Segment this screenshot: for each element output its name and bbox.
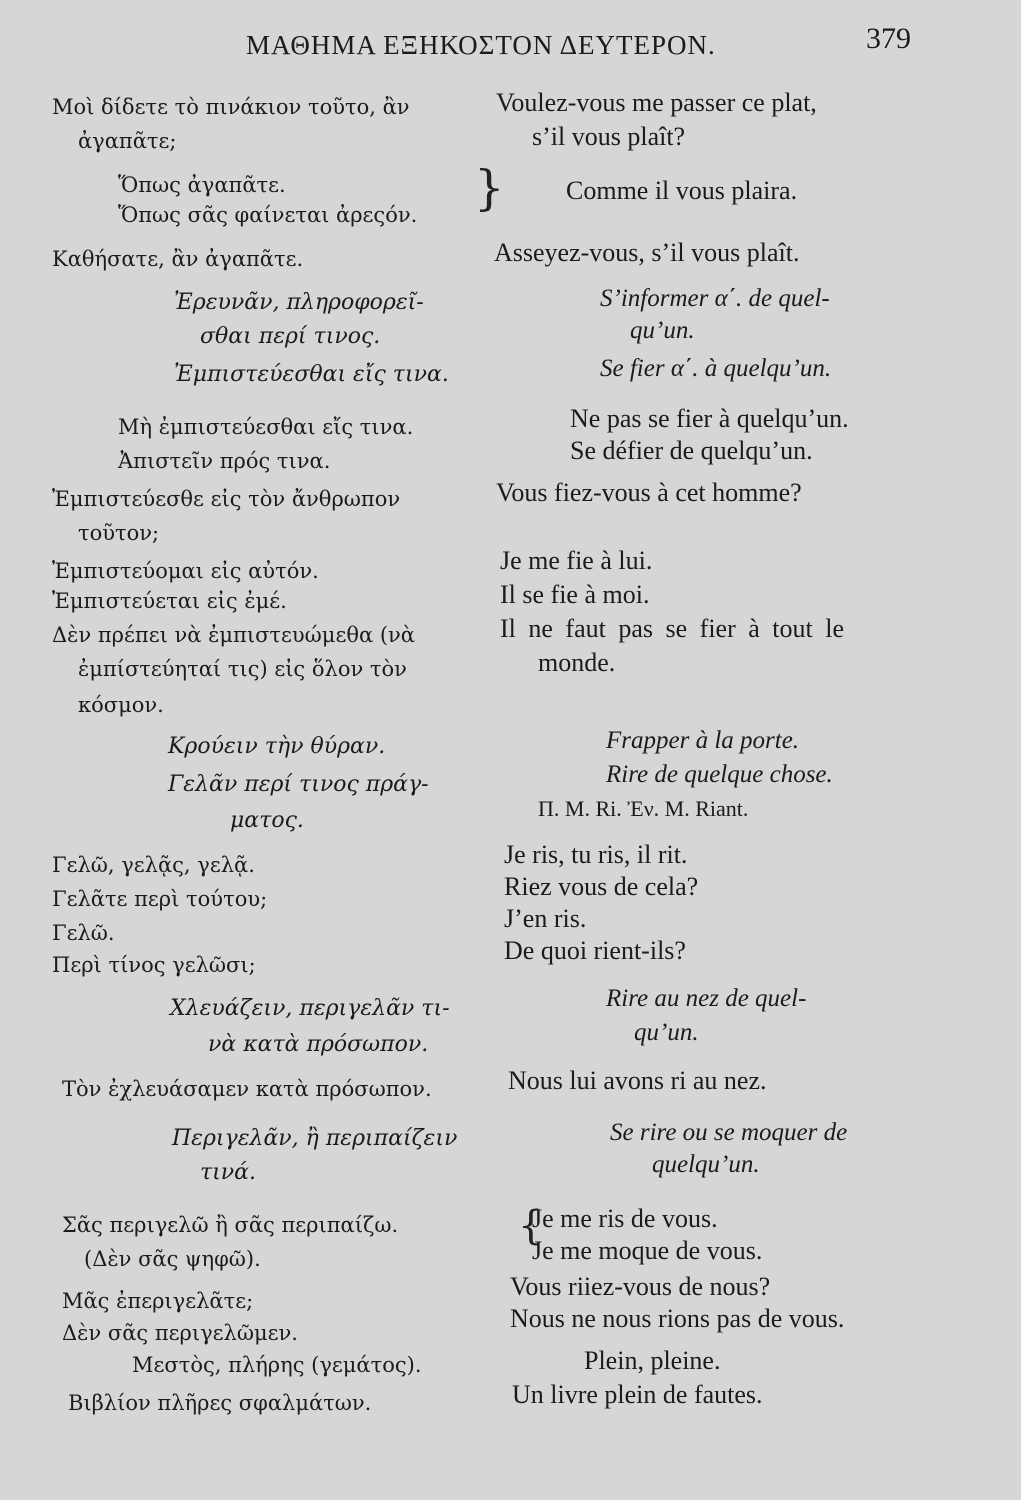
page-number: 379 xyxy=(866,22,911,55)
french-line: J’en ris. xyxy=(504,904,587,933)
french-line: Ne pas se fier à quelqu’un. xyxy=(570,404,849,433)
french-line-italic: S’informer α΄. de quel- xyxy=(600,285,830,312)
greek-line: Βιβλίον πλῆρες σφαλμάτων. xyxy=(68,1391,372,1415)
greek-line: Ἐμπιστεύεσθε εἰς τὸν ἄνθρωπον xyxy=(52,487,401,511)
greek-line-italic: ματος. xyxy=(230,808,304,833)
french-line: Je me moque de vous. xyxy=(532,1236,763,1265)
greek-line: ἐμπίστεύηταί τις) εἰς ὅλον τὸν xyxy=(78,657,407,681)
greek-line: κόσμον. xyxy=(78,693,164,717)
french-line: Vous riiez-vous de nous? xyxy=(510,1272,771,1301)
greek-line: Γελᾶτε περὶ τούτου; xyxy=(52,887,268,911)
greek-line: Περὶ τίνος γελῶσι; xyxy=(52,953,256,977)
greek-line-italic: νὰ κατὰ πρόσωπον. xyxy=(208,1032,429,1057)
greek-line: (Δὲν σᾶς ψηφῶ). xyxy=(84,1247,261,1271)
greek-line-italic: τινά. xyxy=(200,1160,257,1185)
french-line-italic: Frapper à la porte. xyxy=(606,727,800,754)
greek-line: Ἀπιστεῖν πρός τινα. xyxy=(118,449,331,473)
french-line: Je me ris de vous. xyxy=(532,1204,718,1233)
french-line-italic: Se rire ou se moquer de xyxy=(610,1119,848,1146)
french-line: Nous lui avons ri au nez. xyxy=(508,1066,767,1095)
greek-line: Μᾶς ἐπεριγελᾶτε; xyxy=(62,1289,254,1313)
greek-line: τοῦτον; xyxy=(78,521,160,545)
french-line: De quoi rient-ils? xyxy=(504,936,686,965)
greek-line: Καθήσατε, ἂν ἀγαπᾶτε. xyxy=(52,247,304,271)
french-line: Il se fie à moi. xyxy=(500,580,650,609)
running-header: ΜΑΘΗΜΑ ΕΞΗΚΟΣΤΟΝ ΔΕΥΤΕΡΟΝ. xyxy=(246,30,716,60)
french-line: Nous ne nous rions pas de vous. xyxy=(510,1304,845,1333)
french-line: Il ne faut pas se fier à tout le xyxy=(500,614,844,643)
french-line: Asseyez-vous, s’il vous plaît. xyxy=(494,238,800,267)
french-line-italic: Se fier α΄. à quelqu’un. xyxy=(600,355,832,382)
greek-line: Τὸν ἐχλευάσαμεν κατὰ πρόσωπον. xyxy=(62,1077,432,1101)
greek-line: Μὴ ἐμπιστεύεσθαι εἴς τινα. xyxy=(118,415,414,439)
greek-line-italic: Περιγελᾶν, ἢ περιπαίζειν xyxy=(172,1126,458,1151)
greek-line-italic: Γελᾶν περί τινος πράγ- xyxy=(168,772,429,797)
greek-line: ἀγαπᾶτε; xyxy=(78,129,177,153)
greek-line: Δὲν σᾶς περιγελῶμεν. xyxy=(62,1321,298,1345)
french-line: Riez vous de cela? xyxy=(504,872,699,901)
french-line-italic: Rire de quelque chose. xyxy=(606,761,833,788)
french-line: monde. xyxy=(538,648,616,677)
greek-line: Ἐμπιστεύεται εἰς ἐμέ. xyxy=(52,589,287,613)
greek-line: Μεστὸς, πλήρης (γεμάτος). xyxy=(132,1353,422,1377)
french-line: Plein, pleine. xyxy=(584,1346,721,1375)
french-line: Voulez-vous me passer ce plat, xyxy=(496,88,817,117)
brace-symbol: } xyxy=(474,160,505,216)
greek-line-italic: Ἐρευνᾶν, πληροφορεῖ- xyxy=(174,290,424,315)
french-line: Comme il vous plaira. xyxy=(566,176,798,205)
french-line-italic: quelqu’un. xyxy=(652,1151,760,1178)
french-line-italic: qu’un. xyxy=(634,1019,699,1046)
greek-line: Γελῶ, γελᾷς, γελᾷ. xyxy=(52,853,255,877)
brace-symbol: { xyxy=(518,1203,544,1249)
french-line: Vous fiez-vous à cet homme? xyxy=(496,478,802,507)
greek-line: Μοὶ δίδετε τὸ πινάκιον τοῦτο, ἂν xyxy=(52,95,410,119)
french-line: Je ris, tu ris, il rit. xyxy=(504,840,688,869)
greek-line: Ἐμπιστεύομαι εἰς αὐτόν. xyxy=(52,559,319,583)
greek-line: Ὅπως σᾶς φαίνεται ἀρεςόν. xyxy=(118,203,418,227)
greek-line: Δὲν πρέπει νὰ ἐμπιστευώμεθα (νὰ xyxy=(52,623,415,647)
french-line: Je me fie à lui. xyxy=(500,546,653,575)
french-line-italic: qu’un. xyxy=(630,317,695,344)
greek-line-italic: Κρούειν τὴν θύραν. xyxy=(168,734,386,759)
french-line: Se défier de quelqu’un. xyxy=(570,436,813,465)
greek-line-italic: σθαι περί τινος. xyxy=(200,324,381,349)
french-line-italic: Rire au nez de quel- xyxy=(606,985,807,1012)
greek-line-italic: Ἐμπιστεύεσθαι εἴς τινα. xyxy=(174,362,449,387)
greek-line: Ὅπως ἀγαπᾶτε. xyxy=(118,173,286,197)
greek-line-italic: Χλευάζειν, περιγελᾶν τι- xyxy=(170,996,450,1021)
greek-line: Σᾶς περιγελῶ ἢ σᾶς περιπαίζω. xyxy=(62,1213,399,1237)
french-line: Π. Μ. Ri. Ἐν. Μ. Riant. xyxy=(538,796,749,821)
greek-line: Γελῶ. xyxy=(52,921,115,945)
french-line: s’il vous plaît? xyxy=(532,122,686,151)
french-line: Un livre plein de fautes. xyxy=(512,1380,763,1409)
